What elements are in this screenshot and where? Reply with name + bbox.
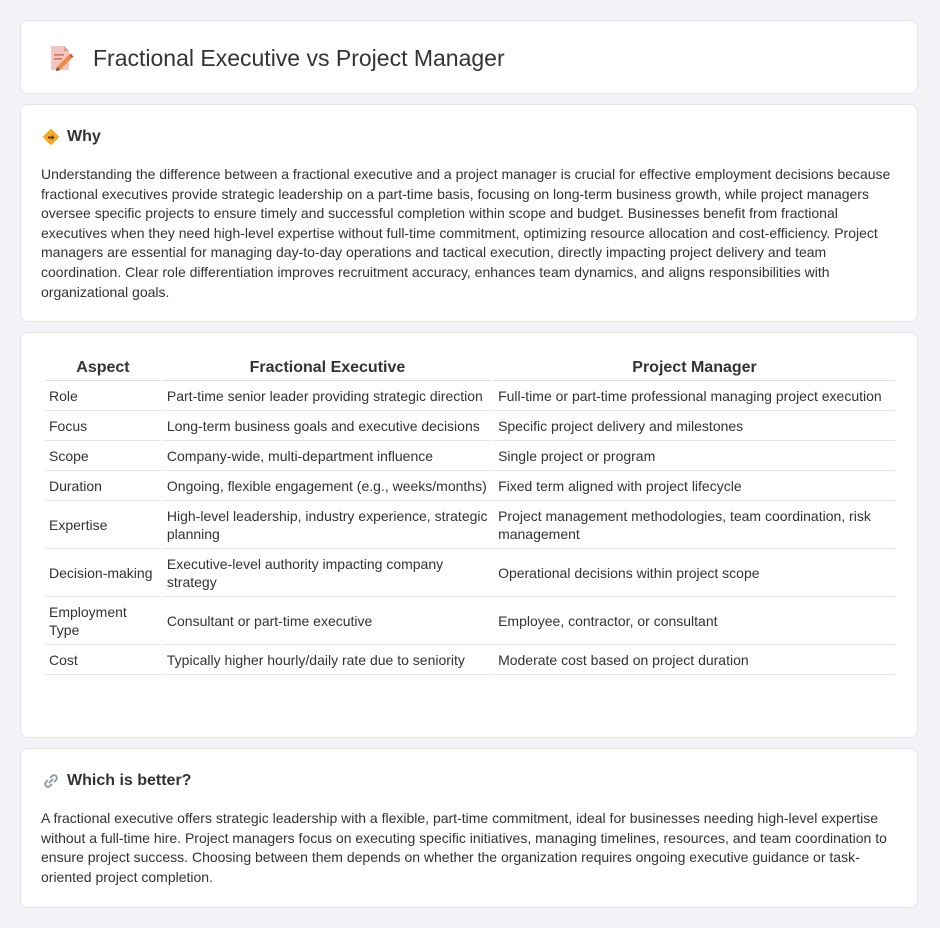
table-cell-fractional-executive: Executive-level authority impacting company strategy: [163, 549, 492, 597]
table-row: [45, 549, 895, 597]
title-row: [45, 43, 505, 73]
table-cell-aspect: Expertise: [45, 501, 161, 549]
table-cell-aspect: Scope: [45, 441, 161, 471]
table-cell-fractional-executive: Typically higher hourly/daily rate due to seniority: [163, 645, 492, 675]
table-cell-fractional-executive: Company-wide, multi-department influence: [163, 441, 492, 471]
why-title: Why: [67, 128, 101, 145]
better-header: [41, 771, 191, 791]
table-cell-project-manager: Moderate cost based on project duration: [494, 645, 895, 675]
better-title: Which is better?: [67, 772, 192, 789]
table-cell-project-manager: Employee, contractor, or consultant: [494, 597, 895, 645]
table-cell-fractional-executive: High-level leadership, industry experience, strategic planning: [163, 501, 492, 549]
better-body: A fractional executive offers strategic leadership with a flexible, part-time commitment, ideal for businesses needing high-level expertise without a full-time hire. Project managers focus on executing specific initiatives, managing timelines, resources, and team coordination to ensure project success. Choosing between them depends on whether the organization requires ongoing executive guidance or task-oriented project completion.: [41, 810, 887, 885]
table-cell-aspect: Cost: [45, 645, 161, 675]
table-cell-aspect: Decision-making: [45, 549, 161, 597]
why-header: [41, 127, 101, 147]
table-cell-project-manager: Specific project delivery and milestones: [494, 411, 895, 441]
table-row: [45, 597, 895, 645]
why-body: Understanding the difference between a fractional executive and a project manager is crucial for effective employment decisions because fractional executives provide strategic leadership on a part-time basis, focusing on long-term business growth, while project managers oversee specific projects to ensure timely and successful completion within scope and budget. Businesses benefit from fractional executives when they need high-level expertise without full-time commitment, optimizing resource allocation and cost-efficiency. Project managers are essential for managing day-to-day operations and tactical execution, directly impacting project delivery and team coordination. Clear role differentiation improves recruitment accuracy, enhances team dynamics, and aligns responsibilities with organizational goals.: [41, 166, 891, 300]
table-cell-aspect: Duration: [45, 471, 161, 501]
table-cell-project-manager: Project management methodologies, team coordination, risk management: [494, 501, 895, 549]
table-cell-fractional-executive: Consultant or part-time executive: [163, 597, 492, 645]
why-section: [20, 104, 918, 322]
link-icon: [41, 771, 61, 791]
column-header-fractional-executive: Fractional Executive: [163, 355, 492, 381]
comparison-table: [43, 355, 897, 675]
diamond-direction-icon: [41, 127, 61, 147]
table-row: [45, 411, 895, 441]
table-cell-fractional-executive: Ongoing, flexible engagement (e.g., weeks/months): [163, 471, 492, 501]
title-card: [20, 20, 918, 94]
table-cell-aspect: Employment Type: [45, 597, 161, 645]
table-cell-project-manager: Full-time or part-time professional managing project execution: [494, 381, 895, 411]
comparison-section: [20, 332, 918, 738]
table-row: [45, 501, 895, 549]
page-title: Fractional Executive vs Project Manager: [93, 44, 505, 71]
table-cell-fractional-executive: Long-term business goals and executive decisions: [163, 411, 492, 441]
column-header-aspect: Aspect: [45, 355, 161, 381]
column-header-project-manager: Project Manager: [494, 355, 895, 381]
table-row: [45, 381, 895, 411]
table-header-row: [45, 355, 895, 381]
table-row: [45, 471, 895, 501]
table-cell-aspect: Role: [45, 381, 161, 411]
document-edit-icon: [45, 43, 75, 73]
table-cell-project-manager: Fixed term aligned with project lifecycle: [494, 471, 895, 501]
which-is-better-section: [20, 748, 918, 908]
table-row: [45, 441, 895, 471]
table-cell-aspect: Focus: [45, 411, 161, 441]
table-row: [45, 645, 895, 675]
table-cell-fractional-executive: Part-time senior leader providing strategic direction: [163, 381, 492, 411]
table-cell-project-manager: Single project or program: [494, 441, 895, 471]
table-cell-project-manager: Operational decisions within project scope: [494, 549, 895, 597]
